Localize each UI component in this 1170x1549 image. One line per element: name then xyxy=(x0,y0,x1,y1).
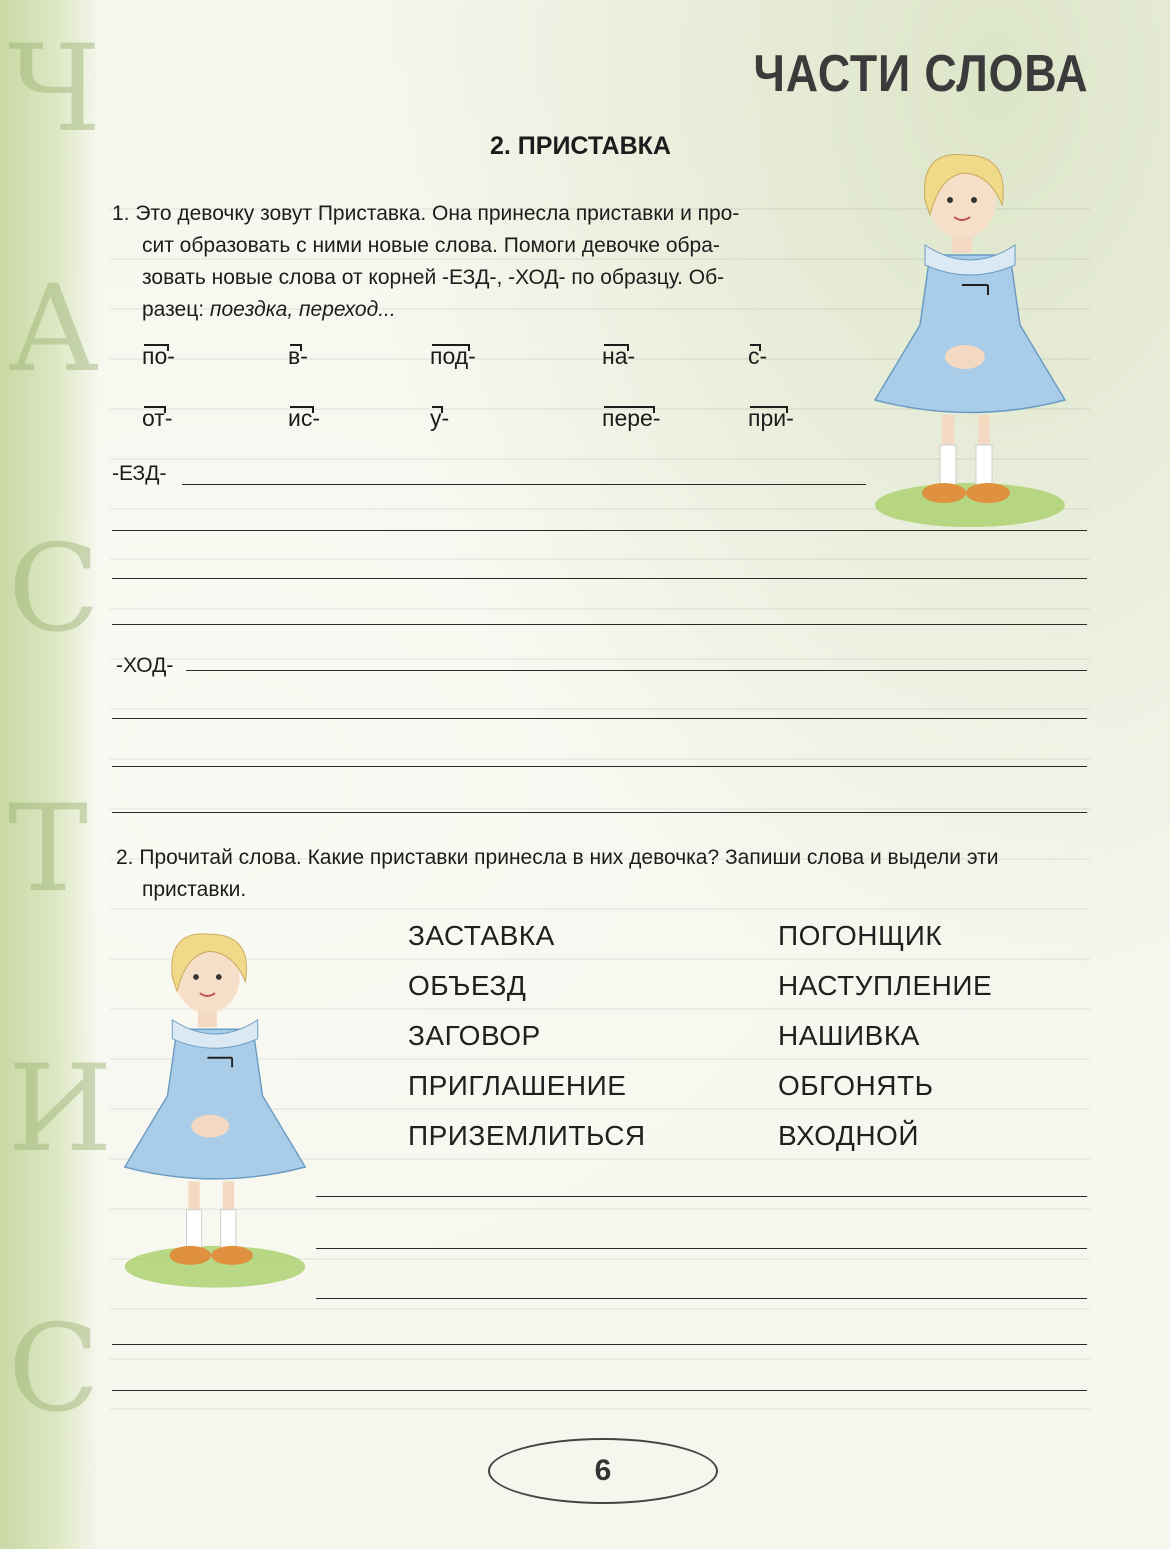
writing-line[interactable] xyxy=(112,1390,1087,1391)
word-obgonyat: ОБГОНЯТЬ xyxy=(778,1070,934,1101)
word-nastuplenie: НАСТУПЛЕНИЕ xyxy=(778,970,993,1001)
root-khod-label: -ХОД- xyxy=(116,654,174,677)
page-number: 6 xyxy=(488,1438,718,1504)
task1-line-2: сит образовать с ними новые слова. Помоги девочке обра- xyxy=(142,234,720,257)
prefix-is: ис- xyxy=(288,405,321,431)
writing-line[interactable] xyxy=(112,1344,1087,1345)
writing-line[interactable] xyxy=(186,670,1087,671)
writing-line[interactable] xyxy=(112,578,1087,579)
writing-line[interactable] xyxy=(112,812,1087,813)
topic-title: 2. ПРИСТАВКА xyxy=(490,132,671,160)
task2-line-1: 2. Прочитай слова. Какие приставки принесла в них девочка? Запиши слова и выдели эти xyxy=(116,846,999,869)
prefix-v: в- xyxy=(288,343,308,369)
prefix-na: на- xyxy=(602,343,636,369)
task1-sample xyxy=(142,294,396,326)
word-obezd: ОБЪЕЗД xyxy=(408,970,527,1001)
sample-label: разец: xyxy=(142,298,210,321)
word-zagovor: ЗАГОВОР xyxy=(408,1020,541,1051)
word-prizemlitsya: ПРИЗЕМЛИТЬСЯ xyxy=(408,1120,646,1151)
decorative-left-band: Ч А С Т И С xyxy=(0,0,100,1549)
task1-line-1: 1. Это девочку зовут Приставка. Она принесла приставки и про- xyxy=(112,202,740,225)
prefix-pri: при- xyxy=(748,405,794,431)
prefix-ot: от- xyxy=(142,405,173,431)
word-zastavka: ЗАСТАВКА xyxy=(408,920,555,951)
prefix-pod: под- xyxy=(430,343,476,369)
section-title: ЧАСТИ СЛОВА xyxy=(753,45,1088,103)
prefix-u: у- xyxy=(430,405,450,431)
writing-line[interactable] xyxy=(182,484,866,485)
word-vkhodnoy: ВХОДНОЙ xyxy=(778,1120,919,1151)
prefix-s: с- xyxy=(748,343,768,369)
girl-illustration-top xyxy=(870,145,1070,535)
writing-line[interactable] xyxy=(316,1298,1087,1299)
prefix-pere: пере- xyxy=(602,405,661,431)
girl-illustration-bottom xyxy=(120,920,310,1300)
prefix-po: по- xyxy=(142,343,175,369)
sample-words: поездка, переход... xyxy=(209,298,396,321)
writing-line[interactable] xyxy=(316,1196,1087,1197)
writing-line[interactable] xyxy=(112,766,1087,767)
task1-line-3: зовать новые слова от корней -ЕЗД-, -ХОД- по образцу. Об- xyxy=(142,266,725,289)
root-ezd-label: -ЕЗД- xyxy=(112,462,167,485)
word-priglashenie: ПРИГЛАШЕНИЕ xyxy=(408,1070,627,1101)
writing-line[interactable] xyxy=(316,1248,1087,1249)
word-nashivka: НАШИВКА xyxy=(778,1020,920,1051)
writing-line[interactable] xyxy=(112,718,1087,719)
word-pogonshchik: ПОГОНЩИК xyxy=(778,920,943,951)
writing-line[interactable] xyxy=(112,624,1087,625)
task2-line-2: приставки. xyxy=(142,878,247,901)
